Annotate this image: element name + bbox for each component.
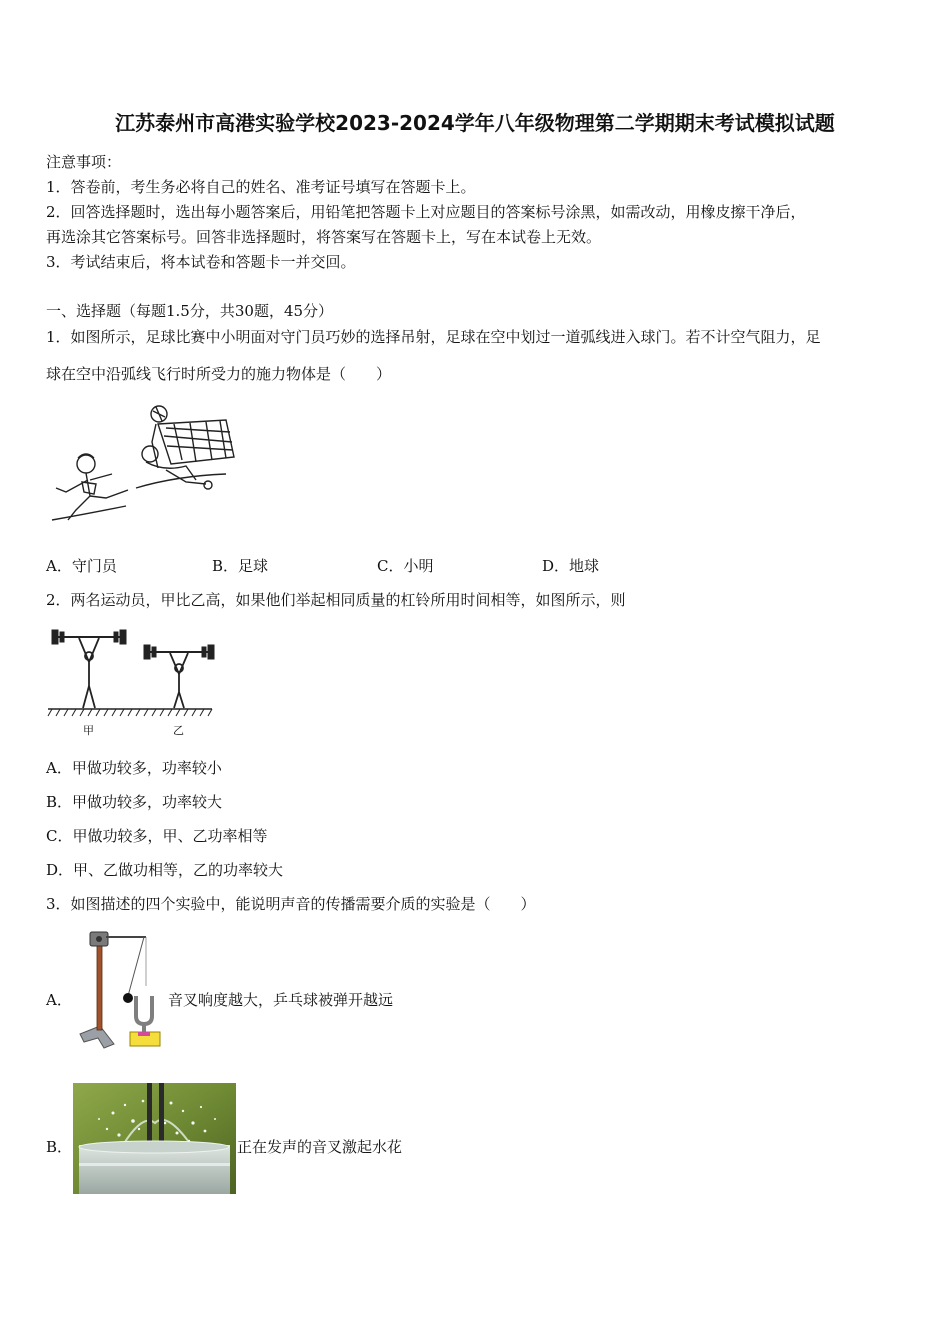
notice-item: 1．答卷前，考生务必将自己的姓名、准考证号填写在答题卡上。 (46, 178, 476, 196)
question-1-stem: 1．如图所示，足球比赛中小明面对守门员巧妙的选择吊射，足球在空中划过一道弧线进入球门。若不计空气阻力，足 (46, 328, 821, 346)
notice-heading: 注意事项： (46, 153, 122, 171)
question-2-stem: 2．两名运动员，甲比乙高，如果他们举起相同质量的杠铃所用时间相等，如图所示，则 (46, 591, 626, 609)
question-1-stem-cont: 球在空中沿弧线飞行时所受力的施力物体是（ ） (46, 365, 392, 383)
section-heading: 一、选择题（每题1.5分，共30题，45分） (46, 302, 334, 320)
q3-option-a-label: A． (46, 991, 72, 1009)
notice-item: 2．回答选择题时，选出每小题答案后，用铅笔把答题卡上对应题目的答案标号涂黑，如需改动，用橡皮擦干净后， (46, 203, 806, 221)
q3-option-b-text: 正在发声的音叉激起水花 (237, 1138, 403, 1156)
q3-option-a-text: 音叉响度越大，乒乓球被弹开越远 (168, 991, 394, 1009)
question-3-stem: 3．如图描述的四个实验中，能说明声音的传播需要介质的实验是（ ） (46, 895, 536, 913)
weightlifters-figure (46, 626, 216, 718)
q2-option-b: B．甲做功较多，功率较大 (46, 793, 223, 811)
figure-label-jia: 甲 (83, 724, 94, 737)
q1-option-d: D．地球 (542, 557, 600, 575)
page-title: 江苏泰州市高港实验学校2023-2024学年八年级物理第二学期期末考试模拟试题 (115, 111, 835, 135)
q1-option-c: C．小明 (377, 557, 434, 575)
tuning-fork-pingpong-figure (74, 926, 166, 1050)
q1-option-b: B．足球 (212, 557, 269, 575)
fork-water-splash-photo (73, 1083, 236, 1194)
soccer-figure (46, 402, 236, 532)
notice-item: 再选涂其它答案标号。回答非选择题时，将答案写在答题卡上，写在本试卷上无效。 (46, 228, 602, 246)
q2-option-c: C．甲做功较多，甲、乙功率相等 (46, 827, 268, 845)
q2-option-a: A．甲做功较多，功率较小 (46, 759, 222, 777)
q1-option-a: A．守门员 (46, 557, 117, 575)
q3-option-b-label: B． (46, 1138, 73, 1156)
q2-option-d: D．甲、乙做功相等，乙的功率较大 (46, 861, 284, 879)
notice-item: 3．考试结束后，将本试卷和答题卡一并交回。 (46, 253, 356, 271)
figure-label-yi: 乙 (173, 724, 184, 737)
